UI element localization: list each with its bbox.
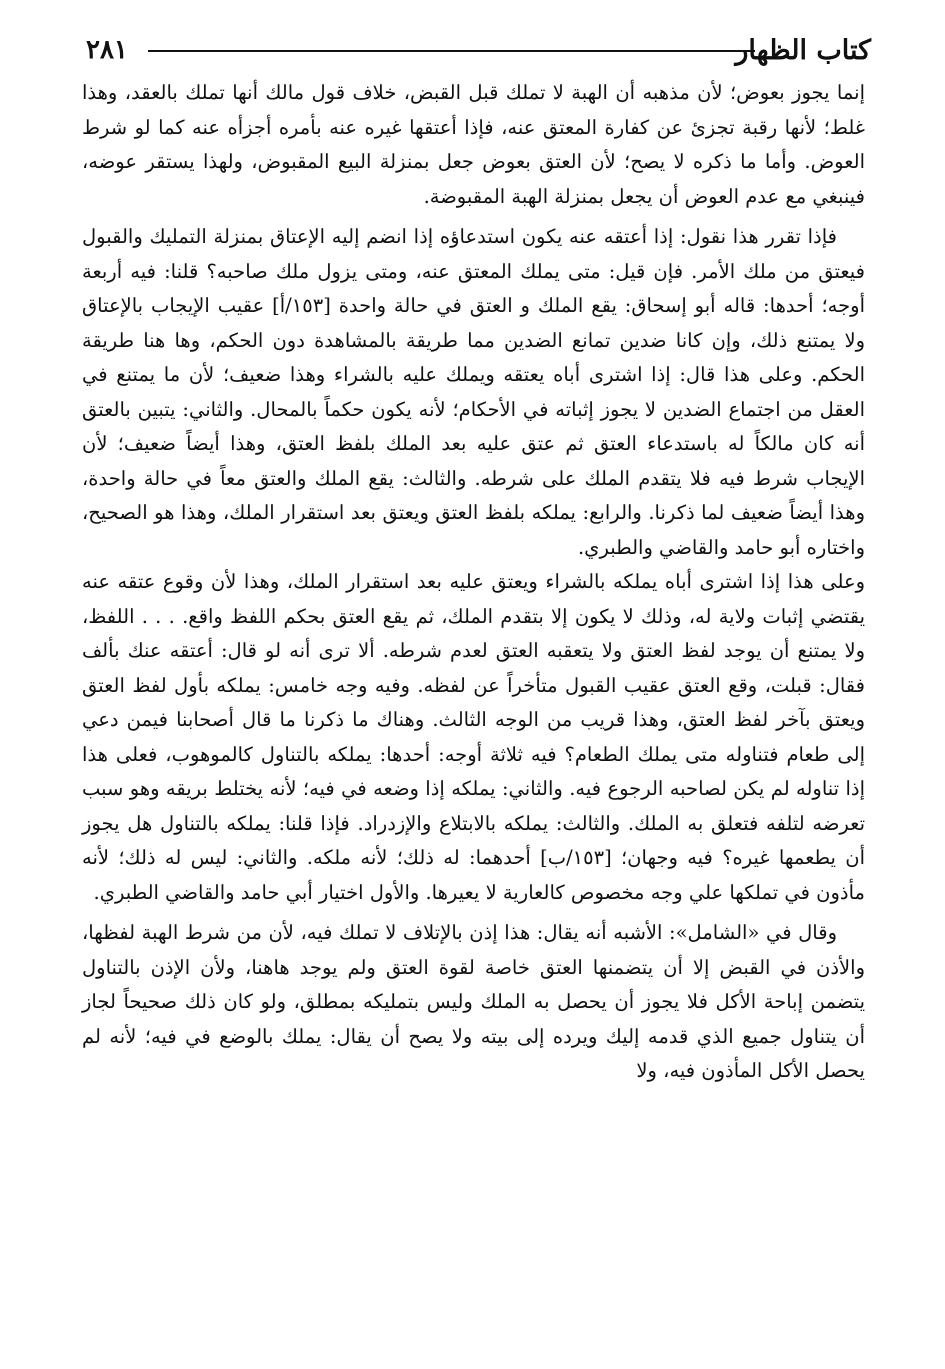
- paragraph: إنما يجوز بعوض؛ لأن مذهبه أن الهبة لا تملك قبل القبض، خلاف قول مالك أنها تملك بالعقد، وهذا غلط؛ لأنها رقبة تجزئ عن كفارة المعتق عنه، فإذا أعتقها غيره عنه بأمره أجزأه عنه كما لو شرط العوض. وأما ما ذكره لا يصح؛ لأن العتق بعوض جعل بمنزلة البيع المقبوض، ولهذا يستقر عوضه، فينبغي مع عدم العوض أن يجعل بمنزلة الهبة المقبوضة.: [82, 81, 865, 208]
- paragraph: فإذا تقرر هذا نقول: إذا أعتقه عنه يكون استدعاؤه إذا انضم إليه الإعتاق بمنزلة التمليك والقبول فيعتق من ملك الأمر. فإن قيل: متى يملك المعتق عنه، ومتى يزول ملك صاحبه؟ قلنا: فيه أربعة أوجه؛ أحدها: قاله أبو إسحاق: يقع الملك و العتق في حالة واحدة [١٥٣/أ] عقيب الإيجاب بالإعتاق ولا يمتنع ذلك، وإن كانا ضدين تمانع الضدين مما طريقة بالمشاهدة دون الحكم، وها هنا طريقة الحكم. وعلى هذا قال: إذا اشترى أباه يعتقه ويملك عليه بالشراء وهذا ضعيف؛ لأن ما يمتنع في العقل من اجتماع الضدين لا يجوز إثباته في الأحكام؛ لأنه يكون حكماً بالمحال. والثاني: يتبين بالعتق أنه كان مالكاً له باستدعاء العتق ثم عتق عليه بعد الملك بلفظ العتق، وهذا أيضاً ضعيف؛ لأن الإيجاب شرط فيه فلا يتقدم الملك على شرطه. والثالث: يقع الملك والعتق معاً في حالة واحدة، وهذا أيضاً ضعيف لما ذكرنا. والرابع: يملكه بلفظ العتق ويعتق بعد استقرار الملك، وهذا هو الصحيح، واختاره أبو حامد والقاضي والطبري.: [82, 225, 865, 559]
- header-rule: [148, 50, 755, 52]
- paragraph: وقال في «الشامل»: الأشبه أنه يقال: هذا إذن بالإتلاف لا تملك فيه، لأن من شرط الهبة لفظها، والأذن في القبض إلا أن يتضمنها العتق خاصة لقوة العتق ولم يوجد هاهنا، ولأن الإذن بالتناول يتضمن إباحة الأكل فلا يجوز أن يحصل به الملك وليس بتمليكه بمطلق، ولو كان ذلك صحيحاً لجاز أن يتناول جميع الذي قدمه إليك ويرده إلى بيته ولا يصح أن يقال: يملك بالوضع في فيه؛ لأنه لم يحصل الأكل المأذون فيه، ولا: [82, 921, 865, 1082]
- running-title: كتاب الظهار: [735, 34, 871, 66]
- body-text: [82, 76, 865, 1089]
- page-number: ٢٨١: [86, 35, 128, 65]
- paragraph: وعلى هذا إذا اشترى أباه يملكه بالشراء ويعتق عليه بعد استقرار الملك، وهذا لأن وقوع عتقه عنه يقتضي إثبات ولاية له، وذلك لا يكون إلا بتقدم الملك، ثم يقع العتق بحكم اللفظ واقع. . . . اللفظ، ولا يمتنع أن يوجد لفظ العتق ولا يتعقبه العتق لعدم شرطه. ألا ترى أنه لو قال: أعتقه عنك بألف فقال: قبلت، وقع العتق عقيب القبول متأخراً عن لفظه. وفيه وجه خامس: يملكه بأول لفظ العتق ويعتق بآخر لفظ العتق، وهذا قريب من الوجه الثالث. وهناك ما ذكرنا ما قال أصحابنا فيمن دعي إلى طعام فتناوله متى يملك الطعام؟ فيه ثلاثة أوجه: أحدها: يملكه بالتناول كالموهوب، فعلى هذا إذا تناوله لم يكن لصاحبه الرجوع فيه. والثاني: يملكه إذا وضعه في فيه؛ لأنه يختلط بريقه وهو سبب تعرضه لتلفه فتعلق به الملك. والثالث: يملكه بالابتلاع والإزدراد. فإذا قلنا: يملكه بالتناول هل يجوز أن يطعمها غيره؟ فيه وجهان؛ [١٥٣/ب] أحدهما: له ذلك؛ لأنه ملكه. والثاني: ليس له ذلك؛ لأنه مأذون في تملكها علي وجه مخصوص كالعارية لا يعيرها. والأول اختيار أبي حامد والقاضي الطبري.: [82, 570, 866, 904]
